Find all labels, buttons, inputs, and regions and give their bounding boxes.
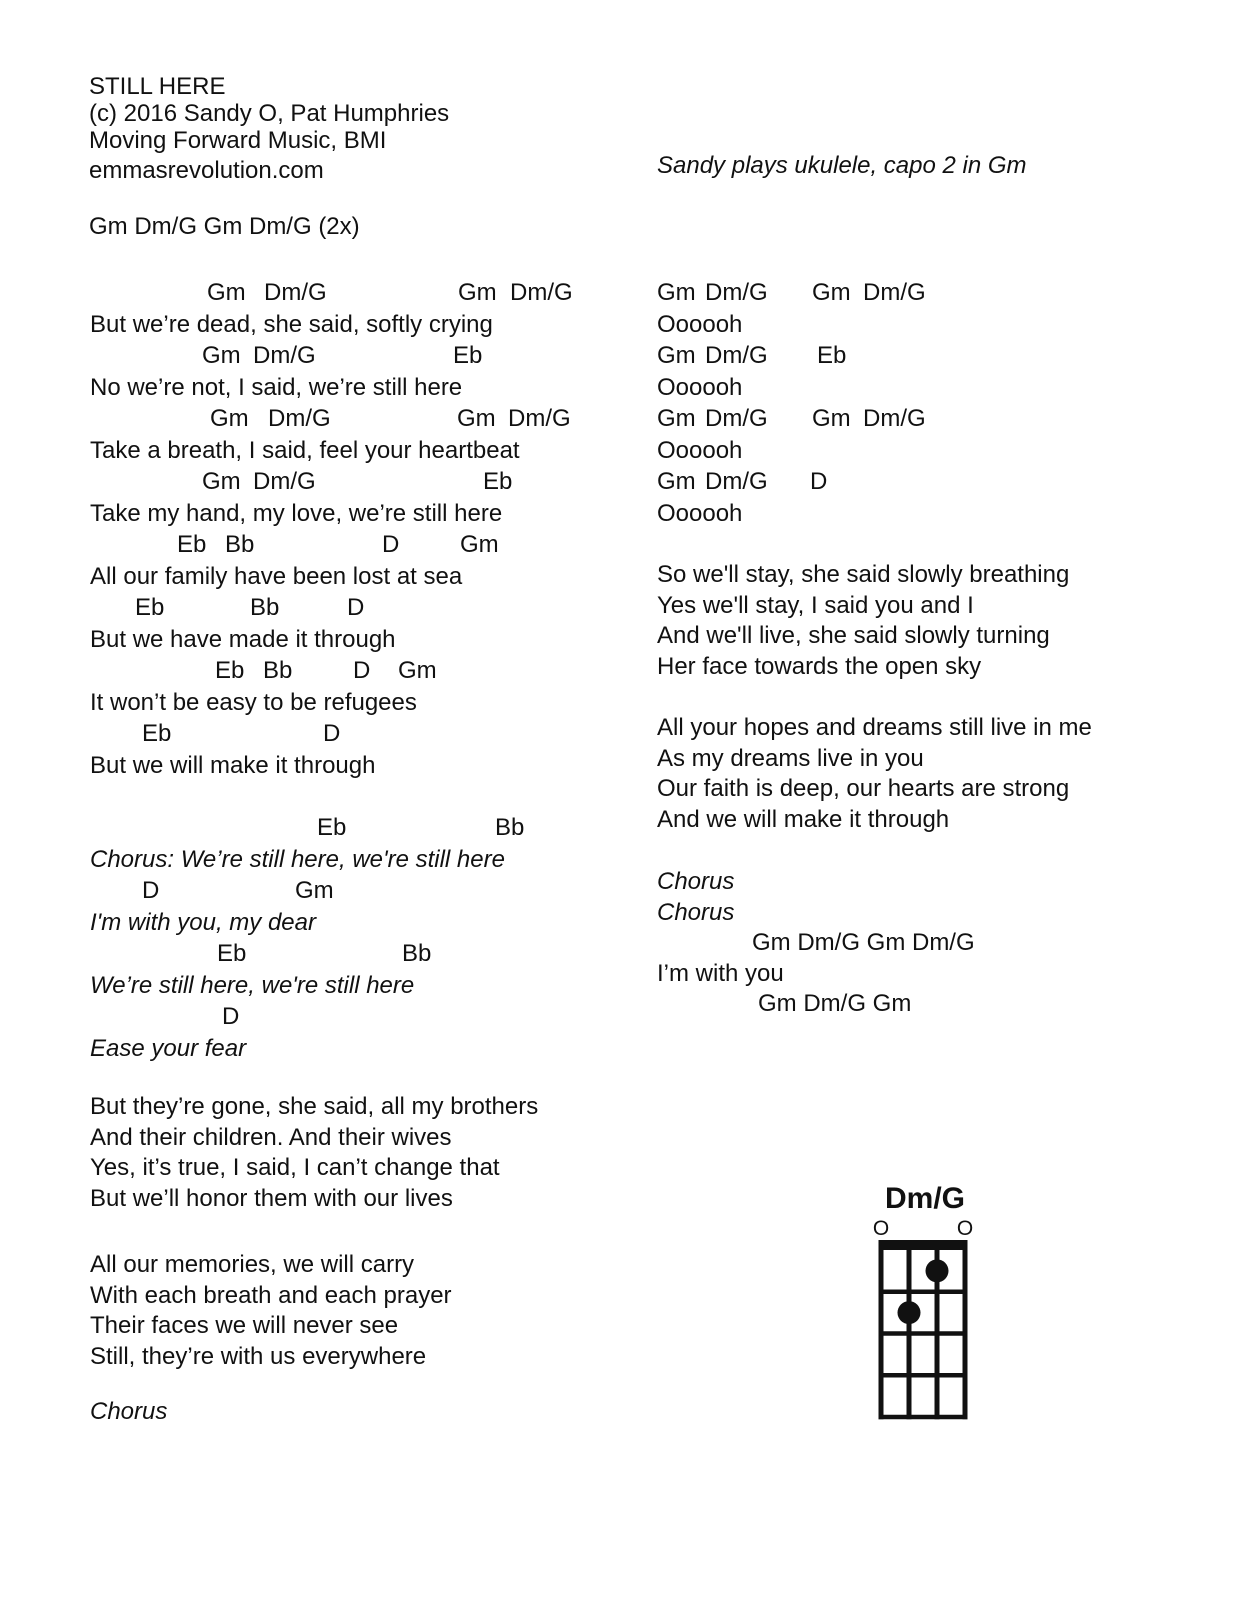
chord: Gm [295,877,334,904]
chord: Eb [217,940,247,967]
nut-bar [879,1240,968,1250]
chord: Gm Dm/G Gm [758,990,912,1017]
lyric-line: Oooooh [657,500,743,527]
chord: Bb [263,657,293,684]
chord: Dm/G [705,279,768,306]
lyric-line: I’m with you [657,960,784,987]
lyric-line: Their faces we will never see [90,1312,399,1339]
chord: Gm [457,405,496,432]
chord: Dm/G [264,279,327,306]
chord: Gm [812,279,851,306]
chord: Gm [657,279,696,306]
chord: Dm/G [863,279,926,306]
copyright-line: (c) 2016 Sandy O, Pat Humphries [89,100,450,127]
lyric-line: But we will make it through [90,752,376,779]
fret-line [879,1373,968,1378]
open-string-marker: O [956,1217,974,1240]
chord: Gm [202,342,241,369]
intro-chords: Gm Dm/G Gm Dm/G (2x) [89,213,360,240]
chord: Gm [207,279,246,306]
chord: D [353,657,371,684]
lyric-line: All our family have been lost at sea [90,563,463,590]
lyric-line: Yes we'll stay, I said you and I [657,592,974,619]
chord-diagram-title: Dm/G [884,1182,965,1215]
lyric-line: Yes, it’s true, I said, I can’t change that [90,1154,500,1181]
string-line [907,1240,912,1419]
chord: Eb [453,342,483,369]
lyric-line: All your hopes and dreams still live in me [657,714,1092,741]
chord: D [810,468,828,495]
lyric-line: Oooooh [657,437,743,464]
chord: Eb [215,657,245,684]
chord: Dm/G [253,342,316,369]
chord: Gm [458,279,497,306]
italic-lyric-line: I'm with you, my dear [90,909,316,936]
chord: Bb [225,531,255,558]
performance-note: Sandy plays ukulele, capo 2 in Gm [657,152,1027,179]
italic-lyric-line: Chorus [90,1398,168,1425]
lyric-line: Take my hand, my love, we’re still here [90,500,503,527]
chord: Gm [210,405,249,432]
chord: D [323,720,341,747]
italic-lyric-line: Chorus [657,868,735,895]
chord: Eb [135,594,165,621]
chord: D [382,531,400,558]
fret-line [879,1415,968,1420]
chord: Gm [657,405,696,432]
lyric-line: And we will make it through [657,806,950,833]
lyric-line: But we have made it through [90,626,396,653]
chord: Bb [402,940,432,967]
lyric-line: As my dreams live in you [657,745,924,772]
chord: Gm [657,342,696,369]
chord: Eb [483,468,513,495]
italic-lyric-line: Chorus [657,899,735,926]
publisher-line: Moving Forward Music, BMI [89,127,387,154]
website-text: emmasrevolution.com [89,157,324,184]
chord: Dm/G [253,468,316,495]
finger-dot [926,1259,949,1282]
chord: D [142,877,160,904]
lyric-line: And we'll live, she said slowly turning [657,622,1050,649]
chord: Eb [817,342,847,369]
lyric-line: Oooooh [657,374,743,401]
open-string-marker: O [872,1217,890,1240]
chord: D [222,1003,240,1030]
chord: Gm [398,657,437,684]
lyric-line: Take a breath, I said, feel your heartbeat [90,437,520,464]
italic-lyric-line: We’re still here, we're still here [90,972,415,999]
lyric-line: But they’re gone, she said, all my brothers [90,1093,539,1120]
lyric-line: So we'll stay, she said slowly breathing [657,561,1070,588]
finger-dot [898,1301,921,1324]
chord: Bb [495,814,525,841]
chord: Eb [317,814,347,841]
lyric-line: Still, they’re with us everywhere [90,1343,427,1370]
lyric-line: No we’re not, I said, we’re still here [90,374,463,401]
chord: Gm Dm/G Gm Dm/G [752,929,975,956]
chord: Dm/G [705,405,768,432]
lyric-line: Our faith is deep, our hearts are strong [657,775,1070,802]
chord: Bb [250,594,280,621]
chord: Gm [460,531,499,558]
chord: Dm/G [508,405,571,432]
chord: Dm/G [705,342,768,369]
song-title: STILL HERE [89,73,226,100]
chord: Gm [657,468,696,495]
lyric-line: With each breath and each prayer [90,1282,452,1309]
chord: Gm [812,405,851,432]
lyric-line: All our memories, we will carry [90,1251,415,1278]
chord: Gm [202,468,241,495]
chord: Dm/G [863,405,926,432]
ukulele-chord-diagram [850,1205,1000,1430]
chord: Eb [177,531,207,558]
chord: Dm/G [510,279,573,306]
chord: Dm/G [705,468,768,495]
lyric-line: Her face towards the open sky [657,653,982,680]
chord: Dm/G [268,405,331,432]
lyric-line: But we’ll honor them with our lives [90,1185,453,1212]
lyric-line: And their children. And their wives [90,1124,452,1151]
italic-lyric-line: Ease your fear [90,1035,247,1062]
lyric-line: But we’re dead, she said, softly crying [90,311,493,338]
lyric-line: It won’t be easy to be refugees [90,689,417,716]
fret-line [879,1290,968,1295]
italic-lyric-line: Chorus: We’re still here, we're still here [90,846,505,873]
lyric-line: Oooooh [657,311,743,338]
fret-line [879,1331,968,1336]
string-line [963,1240,968,1419]
chord: Eb [142,720,172,747]
chord: D [347,594,365,621]
string-line [879,1240,884,1419]
